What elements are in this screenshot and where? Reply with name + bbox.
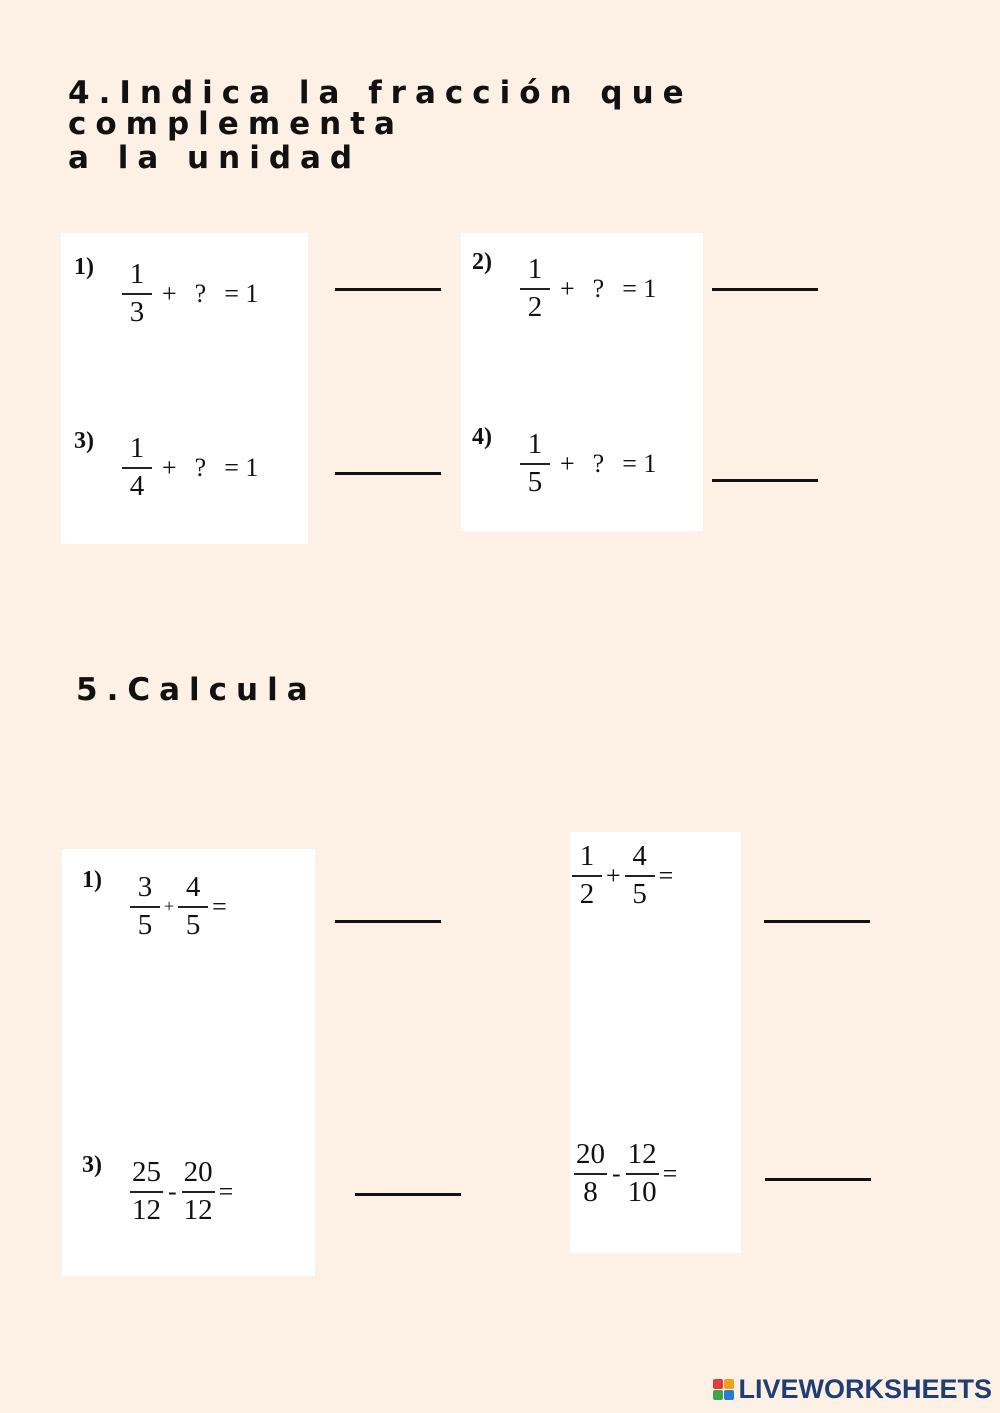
fraction-bar [130,1191,163,1193]
exercise-5-1 [82,867,227,941]
unknown-term: ? [592,448,605,478]
fraction [122,434,152,501]
numerator: 1 [129,432,145,464]
numerator: 12 [627,1138,657,1170]
section-4-title-line-2: a la unidad [68,140,362,176]
unknown-term: ? [194,278,207,308]
operator: + [162,452,177,482]
answer-blank-5-4[interactable] [765,1178,871,1181]
fraction [520,255,550,322]
exercise-number: 2) [472,249,492,275]
fraction-a [130,873,160,940]
answer-blank-5-1[interactable] [335,920,441,923]
liveworksheets-logo-icon [713,1379,734,1400]
exercise-5-3 [82,1152,234,1226]
denominator: 5 [137,909,153,941]
equals-sign: = [212,891,227,921]
fraction-bar [625,875,655,877]
unknown-term: ? [194,452,207,482]
numerator: 4 [632,840,647,872]
exercise-4-2 [472,249,657,323]
operator: + [560,448,575,478]
section-5-title: 5.Calcula [76,672,317,708]
denominator: 8 [583,1176,598,1208]
denominator: 10 [627,1176,657,1208]
fraction-a [572,842,602,909]
numerator: 1 [129,258,145,290]
denominator: 4 [129,470,145,502]
exercise-5-2 [572,842,673,909]
denominator: 2 [579,878,595,910]
denominator: 2 [527,291,543,323]
exercise-number: 3) [82,1152,102,1178]
fraction-a [130,1158,163,1225]
fraction-bar [178,906,208,908]
equals-sign: = [218,1176,234,1206]
numerator: 20 [183,1156,213,1188]
denominator: 3 [129,296,145,328]
equals-one: = 1 [224,278,259,308]
equals-one: = 1 [622,273,657,303]
denominator: 5 [185,909,201,941]
operator: + [162,278,177,308]
equals-sign: = [658,860,674,890]
equals-one: = 1 [622,448,657,478]
numerator: 1 [527,428,543,460]
fraction-bar [626,1173,659,1175]
answer-blank-4-2[interactable] [712,288,818,291]
fraction-bar [130,906,160,908]
denominator: 12 [132,1194,161,1226]
exercise-number: 1) [74,254,94,280]
brand-text: LIVEWORKSHEETS [738,1374,992,1404]
answer-blank-4-4[interactable] [712,479,818,482]
denominator: 5 [632,878,647,910]
exercise-4-4 [472,424,657,498]
numerator: 3 [137,871,153,903]
answer-blank-4-1[interactable] [335,288,441,291]
numerator: 20 [576,1138,605,1170]
equals-one: = 1 [224,452,259,482]
fraction-bar [520,463,550,465]
unknown-term: ? [592,273,605,303]
exercise-4-1 [74,254,259,328]
fraction-b [626,1140,659,1207]
fraction-bar [182,1191,215,1193]
fraction [520,430,550,497]
section-4-title-line-1: 4.Indica la fracción que complementa [68,75,693,142]
denominator: 12 [183,1194,213,1226]
numerator: 25 [132,1156,161,1188]
numerator: 1 [579,840,595,872]
operator: - [612,1158,621,1188]
operator: + [560,273,575,303]
answer-blank-4-3[interactable] [335,472,441,475]
answer-blank-5-2[interactable] [764,920,870,923]
exercise-5-4 [574,1140,677,1207]
fraction-bar [122,293,152,295]
operator: - [168,1176,177,1206]
fraction-bar [574,1173,607,1175]
fraction-bar [520,288,550,290]
exercise-number: 3) [74,428,94,454]
fraction [122,260,152,327]
fraction-a [574,1140,607,1207]
denominator: 5 [527,466,543,498]
fraction-b [625,842,655,909]
fraction-b [182,1158,215,1225]
exercise-4-3 [74,428,259,502]
answer-blank-5-3[interactable] [355,1193,461,1196]
fraction-b [178,873,208,940]
numerator: 1 [527,253,543,285]
operator: + [606,860,621,890]
operator: + [164,896,175,916]
equals-sign: = [662,1158,678,1188]
numerator: 4 [185,871,201,903]
exercise-number: 4) [472,424,492,450]
fraction-bar [122,467,152,469]
fraction-bar [572,875,602,877]
exercise-number: 1) [82,867,102,893]
liveworksheets-brand[interactable] [713,1374,992,1405]
